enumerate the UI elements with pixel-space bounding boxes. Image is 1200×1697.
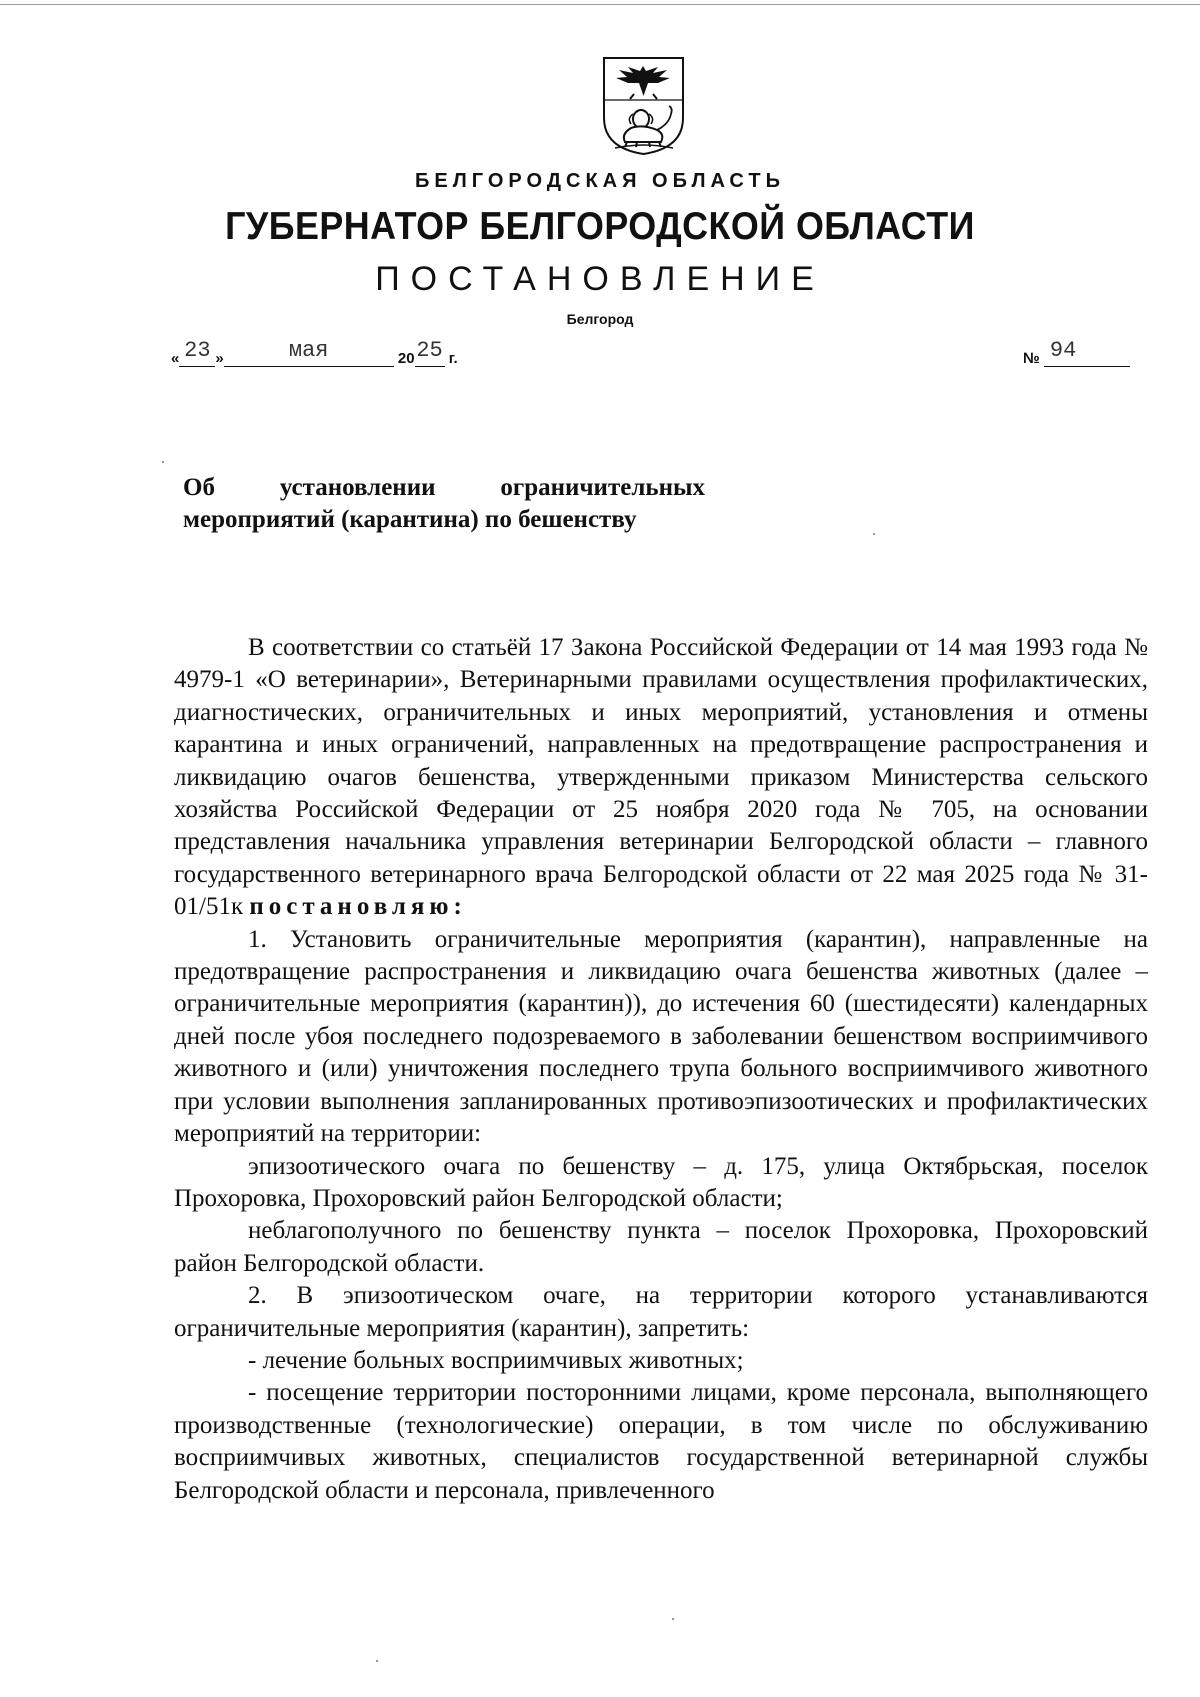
scan-speck (873, 533, 875, 535)
document-title (183, 472, 705, 536)
scan-speck (376, 1660, 378, 1662)
title-line-2: мероприятий (карантина) по бешенству (183, 506, 637, 533)
clause-1-paragraph: 1. Установить ограничительные мероприятия (карантин), направленные на предотвращение распространения и ликвидацию очага бешенства животных (далее – ограничительные мероприятия (карантин)), до истечения 60 (шестидесяти) календарных дней после убоя последнего подозреваемого в заболевании бешенством восприимчивого животного и (или) уничтожения последнего трупа больного восприимчивого животного при условии выполнения запланированных противоэпизоотических и профилактических мероприятий на территории: (174, 925, 1148, 1148)
region-name: БЕЛГОРОДСКАЯ ОБЛАСТЬ (415, 170, 785, 192)
scan-speck (672, 1618, 674, 1620)
prohibition-item-visits: - посещение территории посторонними лицами, кроме персонала, выполняющего производственные (технологические) операции, в том числе по обслуживанию восприимчивых животных, специалистов государственной ветеринарной службы Белгородской области и персонала, привлеченного (174, 1379, 1148, 1504)
date-year-prefix: 20 (397, 350, 415, 367)
scan-speck (162, 461, 164, 463)
preamble-paragraph (174, 632, 1148, 924)
scan-top-edge-line (0, 4, 1200, 5)
date-month: мая (224, 338, 394, 367)
issue-city: Белгород (566, 311, 634, 327)
date-open-quote: « (171, 350, 180, 367)
epizootic-focus-paragraph: эпизоотического очага по бешенству – д. 175, улица Октябрьская, поселок Прохоровка, Прохоровский район Белгородской области; (174, 1152, 1148, 1212)
issuer-title: ГУБЕРНАТОР БЕЛГОРОДСКОЙ ОБЛАСТИ (225, 205, 975, 248)
date-day: 23 (179, 338, 215, 367)
date-year-unit: г. (448, 350, 458, 367)
document-date (171, 338, 458, 368)
document-body (174, 632, 1148, 1507)
number-value: 94 (1044, 338, 1130, 367)
decree-word: постановляю: (249, 893, 467, 921)
title-line-1: Об установлении ограничительных (183, 474, 705, 501)
belgorod-region-coat-of-arms-icon (601, 56, 686, 156)
unfavorable-point-paragraph: неблагополучного по бешенству пункта – поселок Прохоровка, Прохоровский район Белгородской области. (174, 1217, 1148, 1277)
document-number (1023, 338, 1130, 368)
prohibition-item-treatment: - лечение больных восприимчивых животных; (248, 1346, 744, 1374)
date-close-quote: » (215, 350, 224, 367)
date-year-suffix: 25 (415, 338, 445, 367)
preamble-text: В соответствии со статьёй 17 Закона Российской Федерации от 14 мая 1993 года № 4979-1 «О ветеринарии», Ветеринарными правилами осуществления профилактических, диагностических, ограничительных и иных мероприятий, установления и отмены карантина и иных ограничений, направленных на предотвращение распространения и ликвидацию очагов бешенства, утвержденными приказом Министерства сельского хозяйства Российской Федерации от 25 ноября 2020 года № 705, на основании представления начальника управления ветеринарии Белгородской области – главного государственного ветеринарного врача Белгородской области от 22 мая 2025 года № 31-01/51к (174, 634, 1148, 921)
number-label: № (1023, 350, 1040, 367)
clause-2-paragraph: 2. В эпизоотическом очаге, на территории которого устанавливаются ограничительные мероприятия (карантин), запретить: (174, 1282, 1148, 1342)
document-type: ПОСТАНОВЛЕНИЕ (375, 260, 825, 298)
